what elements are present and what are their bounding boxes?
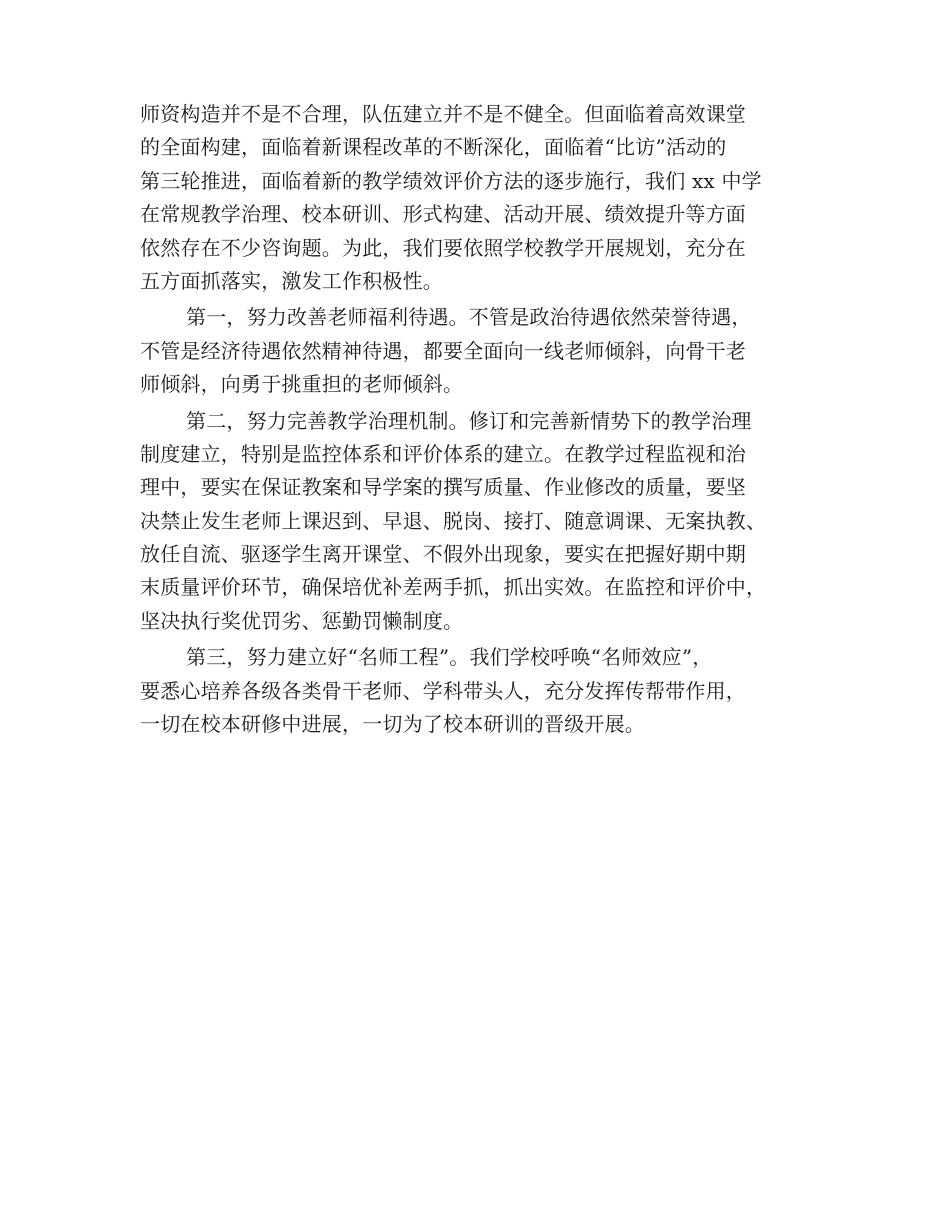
text-line: 理中，要实在保证教案和导学案的撰写质量、作业修改的质量，要坚 xyxy=(140,475,746,500)
text-line: 不管是经济待遇依然精神待遇，都要全面向一线老师倾斜，向骨干老 xyxy=(140,338,746,363)
text-line: 第一，努力改善老师福利待遇。不管是政治待遇依然荣誉待遇， xyxy=(186,305,752,330)
text-line: 制度建立，特别是监控体系和评价体系的建立。在教学过程监视和治 xyxy=(140,441,746,466)
paragraph-third xyxy=(140,641,830,741)
paragraph-second xyxy=(140,405,830,639)
text-line: 末质量评价环节，确保培优补差两手抓，抓出实效。在监控和评价中， xyxy=(140,575,767,600)
paragraph-intro xyxy=(140,98,830,298)
body-text xyxy=(140,98,830,744)
text-line: 第三轮推进，面临着新的教学绩效评价方法的逐步施行，我们 xx 中学 xyxy=(140,168,762,193)
text-line: 第三，努力建立好“名师工程”。我们学校呼唤“名师效应”， xyxy=(186,645,713,670)
text-line: 放任自流、驱逐学生离开课堂、不假外出现象，要实在把握好期中期 xyxy=(140,542,746,567)
paragraph-first xyxy=(140,301,830,401)
text-line: 坚决执行奖优罚劣、惩勤罚懒制度。 xyxy=(140,608,464,633)
text-line: 师资构造并不是不合理，队伍建立并不是不健全。但面临着高效课堂 xyxy=(140,102,746,126)
text-line: 一切在校本研修中进展，一切为了校本研训的晋级开展。 xyxy=(140,712,645,737)
text-line: 依然存在不少咨询题。为此，我们要依照学校教学开展规划，充分在 xyxy=(140,235,746,260)
text-line: 要悉心培养各级各类骨干老师、学科带头人，充分发挥传帮带作用， xyxy=(140,678,746,703)
text-line: 的全面构建，面临着新课程改革的不断深化，面临着“比访”活动的 xyxy=(140,135,727,160)
text-line: 第二，努力完善教学治理机制。修订和完善新情势下的教学治理 xyxy=(186,408,752,433)
text-line: 五方面抓落实，激发工作积极性。 xyxy=(140,268,443,293)
text-line: 在常规教学治理、校本研训、形式构建、活动开展、绩效提升等方面 xyxy=(140,202,746,227)
text-line: 决禁止发生老师上课迟到、早退、脱岗、接打、随意调课、无案执教、 xyxy=(140,508,767,533)
text-line: 师倾斜，向勇于挑重担的老师倾斜。 xyxy=(140,372,464,397)
